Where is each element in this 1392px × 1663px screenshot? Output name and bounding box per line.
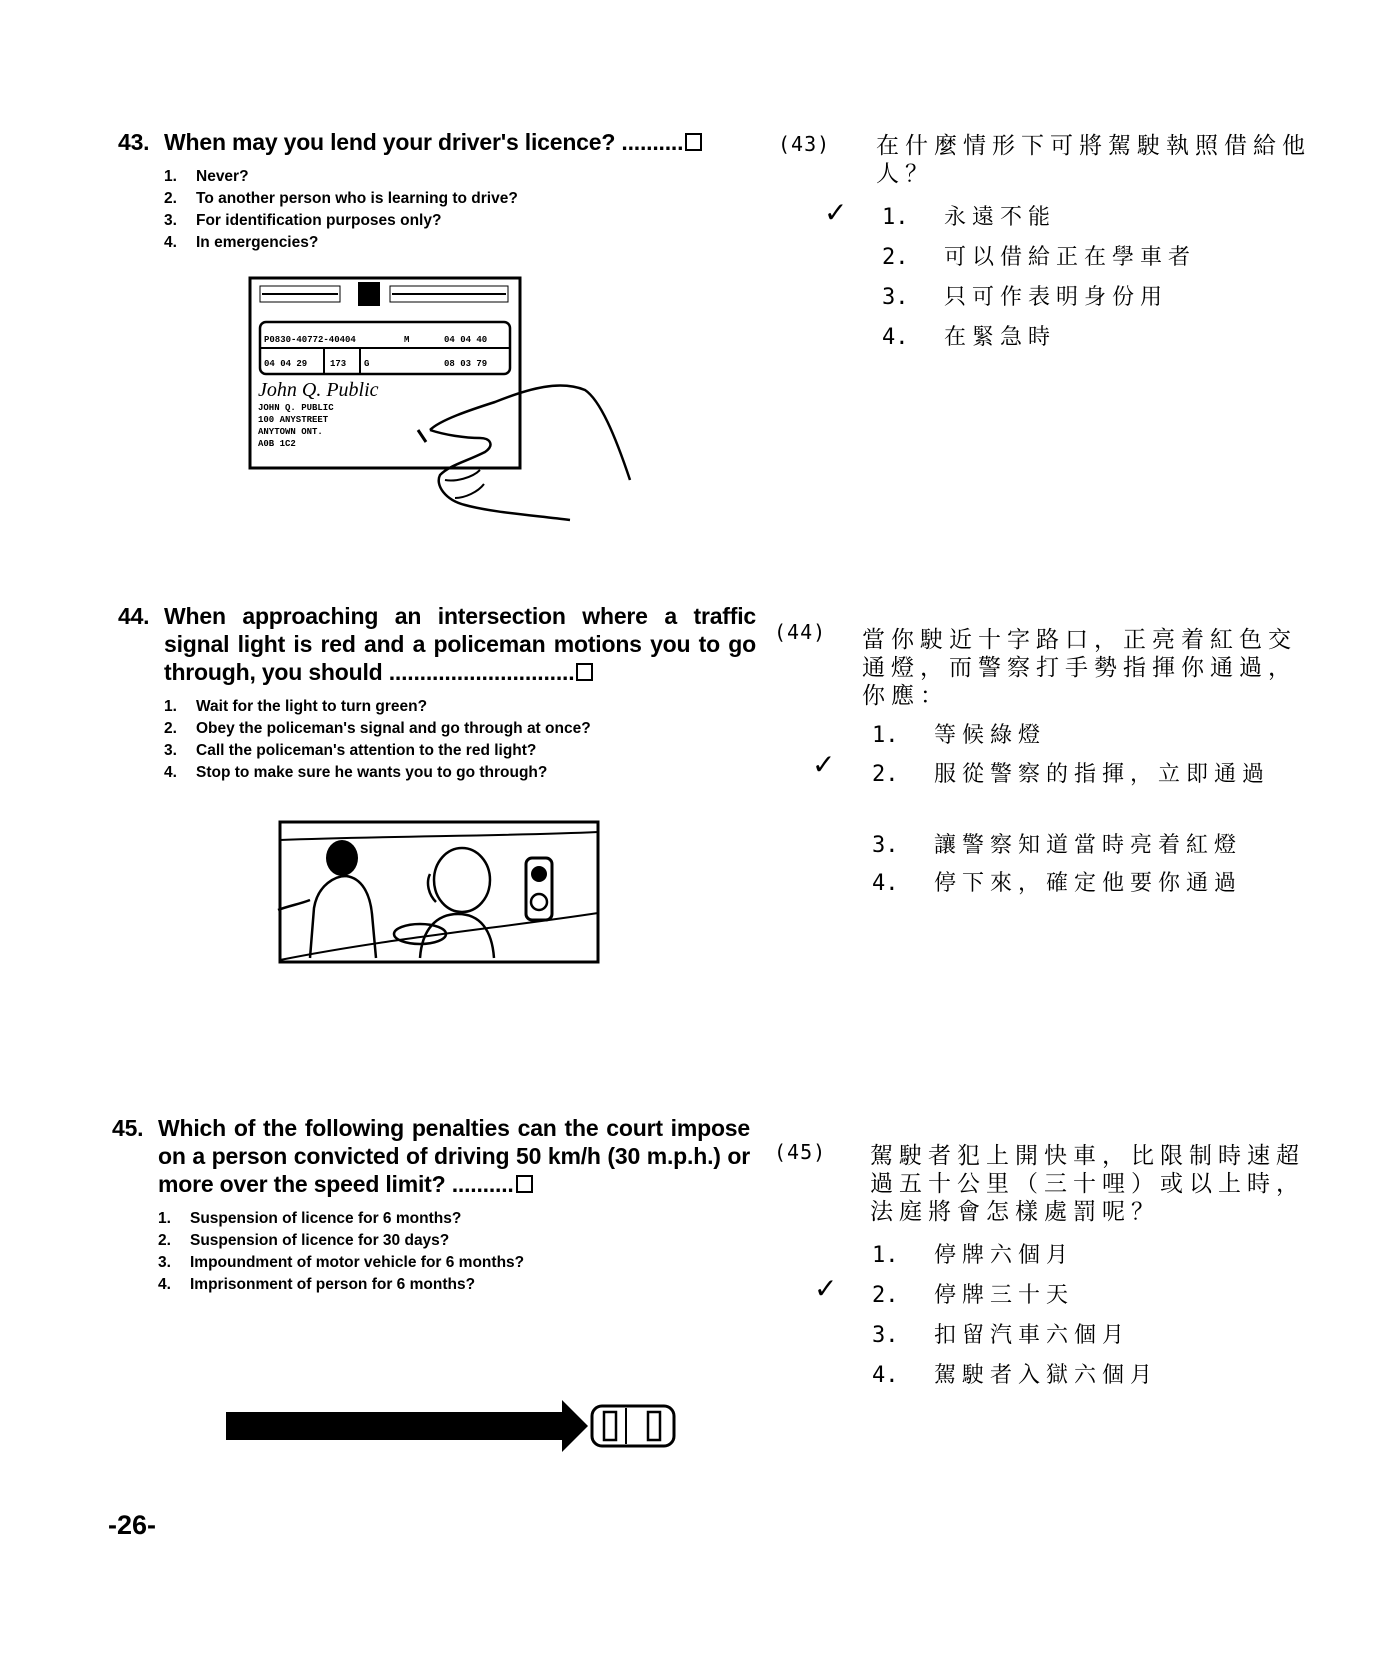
answer-checkbox[interactable]: [516, 1175, 533, 1193]
licence-dob: 08 03 79: [444, 359, 488, 369]
option-1: 1. Suspension of licence for 6 months?: [158, 1210, 462, 1227]
zh-question-number: (45): [774, 1140, 827, 1164]
question-number: 43.: [118, 129, 150, 155]
zh-question-number: (43): [778, 132, 831, 156]
option-2: 2. To another person who is learning to drive?: [164, 190, 518, 207]
question-44: [118, 602, 758, 784]
licence-class: G: [364, 359, 370, 369]
licence-height: 173: [330, 359, 347, 369]
options-list: [158, 1208, 752, 1296]
zh-question-number: (44): [774, 620, 827, 644]
question-text: When may you lend your driver's licence?: [164, 129, 616, 155]
question-45-stem: [112, 1114, 752, 1198]
option-4: 4. Stop to make sure he wants you to go through?: [164, 764, 548, 781]
licence-address-1: 100 ANYSTREET: [258, 415, 329, 425]
check-mark: ✓: [814, 1272, 838, 1305]
zh-option-4: 4. 停下來，確定他要你通過: [872, 871, 1243, 896]
answer-checkbox[interactable]: [576, 663, 593, 681]
licence-name: JOHN Q. PUBLIC: [258, 403, 334, 413]
zh-question-text: 在什麼情形下可將駕駛執照借給他人？: [876, 133, 1311, 187]
answer-checkbox[interactable]: [685, 133, 702, 151]
zh-option-1: 1. 永遠不能: [882, 205, 1057, 230]
zh-option-2: 2. 服從警察的指揮，立即通過: [872, 762, 1271, 787]
zh-option-3: 3. 讓警察知道當時亮着紅燈: [872, 833, 1243, 858]
licence-postal: A0B 1C2: [258, 439, 296, 449]
option-1: 1. Wait for the light to turn green?: [164, 698, 428, 715]
zh-option-3: 3. 扣留汽車六個月: [872, 1323, 1131, 1348]
option-2: 2. Obey the policeman's signal and go through at once?: [164, 720, 591, 737]
question-44-stem: [118, 602, 758, 686]
policeman-intersection-illustration: [270, 818, 605, 968]
check-mark: ✓: [824, 196, 848, 229]
option-3: 3. Call the policeman's attention to the red light?: [164, 742, 537, 759]
zh-option-3: 3. 只可作表明身份用: [882, 285, 1169, 310]
zh-option-1: 1. 等候綠燈: [872, 723, 1047, 748]
option-1: 1. Never?: [164, 168, 249, 185]
check-mark: ✓: [812, 748, 836, 781]
option-3: 3. Impoundment of motor vehicle for 6 months?: [158, 1254, 525, 1271]
option-3: 3. For identification purposes only?: [164, 212, 442, 229]
licence-sex: M: [404, 335, 410, 345]
question-text: Which of the following penalties can the court impose on a person convicted of driving 50 km/h (30 m.p.h.) or more over the speed limit?: [158, 1115, 750, 1197]
zh-option-4: 4. 駕駛者入獄六個月: [872, 1363, 1159, 1388]
dot-leader: ..........: [615, 129, 684, 155]
zh-option-2: 2. 可以借給正在學車者: [882, 245, 1197, 270]
zh-option-4: 4. 在緊急時: [882, 325, 1057, 350]
options-list: [164, 696, 758, 784]
options-list: [164, 166, 758, 254]
licence-issued: 04 04 29: [264, 359, 308, 369]
option-4: 4. In emergencies?: [164, 234, 319, 251]
licence-signature: John Q. Public: [258, 379, 379, 401]
question-43-stem: [118, 128, 758, 156]
speeding-car-arrow-illustration: [222, 1394, 682, 1454]
licence-expiry: 04 04 40: [444, 335, 488, 345]
zh-option-1: 1. 停牌六個月: [872, 1243, 1075, 1268]
dot-leader: ..............................: [382, 659, 575, 685]
question-43: [118, 128, 758, 254]
question-number: 45.: [112, 1115, 144, 1141]
driver-licence-illustration: [240, 270, 660, 550]
dot-leader: ..........: [445, 1171, 514, 1197]
zh-question-text: 駕駛者犯上開快車，比限制時速超過五十公里（三十哩）或以上時，法庭將會怎樣處罰呢？: [870, 1143, 1305, 1225]
option-2: 2. Suspension of licence for 30 days?: [158, 1232, 450, 1249]
question-45: [112, 1114, 752, 1296]
question-number: 44.: [118, 603, 150, 629]
option-4: 4. Imprisonment of person for 6 months?: [158, 1276, 476, 1293]
zh-question-text: 當你駛近十字路口，正亮着紅色交通燈，而警察打手勢指揮你通過，你應：: [862, 627, 1297, 709]
licence-address-2: ANYTOWN ONT.: [258, 427, 323, 437]
licence-number: P0830-40772-40404: [264, 335, 356, 345]
page-number: -26-: [108, 1510, 157, 1540]
zh-option-2: 2. 停牌三十天: [872, 1283, 1075, 1308]
question-text: When approaching an intersection where a traffic signal light is red and a policeman motions you to go through, you should: [164, 603, 756, 685]
